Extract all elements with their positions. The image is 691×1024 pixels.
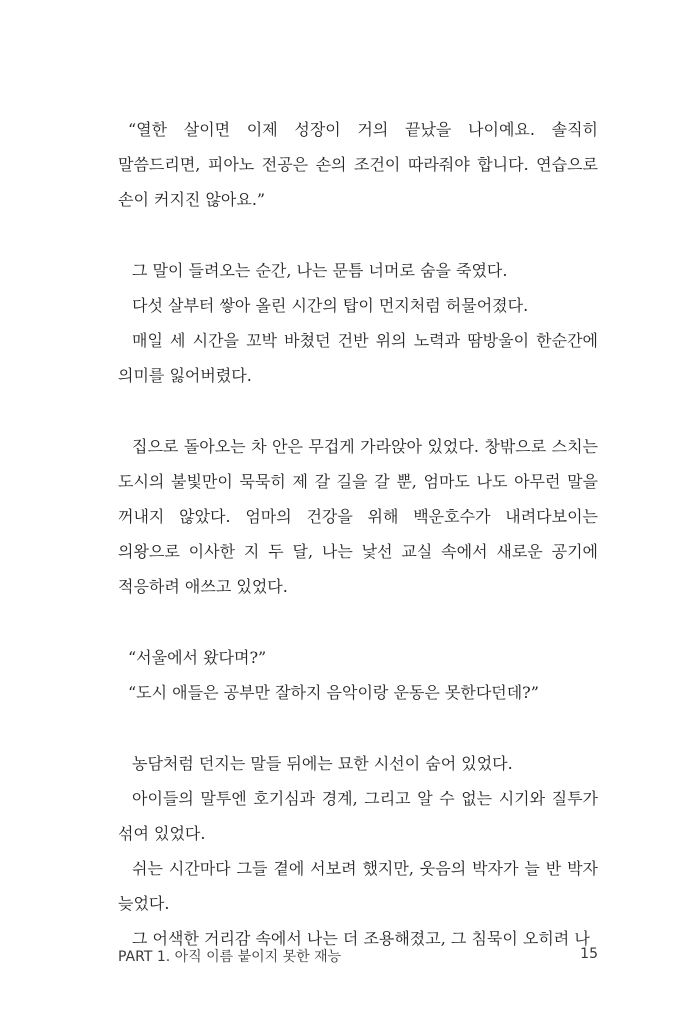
paragraph: 아이들의 말투엔 호기심과 경계, 그리고 알 수 없는 시기와 질투가 섞여 있었다. bbox=[118, 789, 598, 843]
paragraph: 농담처럼 던지는 말들 뒤에는 묘한 시선이 숨어 있었다. bbox=[132, 754, 513, 773]
paragraph-gap bbox=[118, 393, 598, 429]
paragraph: 매일 세 시간을 꼬박 바쳤던 건반 위의 노력과 땀방울이 한순간에 의미를 잃어버렸다. bbox=[118, 331, 598, 385]
running-title: PART 1. 아직 이름 붙이지 못한 재능 bbox=[118, 949, 342, 965]
paragraph: 그 어색한 거리감 속에서 나는 더 조용해졌고, 그 침묵이 오히려 나 bbox=[132, 929, 590, 948]
page-body bbox=[118, 112, 598, 956]
page-number: 15 bbox=[580, 946, 598, 962]
paragraph: 다섯 살부터 쌓아 올린 시간의 탑이 먼지처럼 허물어졌다. bbox=[132, 296, 529, 315]
paragraph-gap bbox=[118, 604, 598, 640]
paragraph: 그 말이 들려오는 순간, 나는 문틈 너머로 숨을 죽였다. bbox=[132, 261, 508, 280]
paragraph-gap bbox=[118, 217, 598, 253]
paragraph: “열한 살이면 이제 성장이 거의 끝났을 나이예요. 솔직히 말씀드리면, 피아노 전공은 손의 조건이 따라줘야 합니다. 연습으로 손이 커지진 않아요.” bbox=[118, 120, 598, 209]
dialogue-line: “도시 애들은 공부만 잘하지 음악이랑 운동은 못한다던데?” bbox=[128, 683, 539, 702]
dialogue-line: “서울에서 왔다며?” bbox=[128, 648, 267, 667]
paragraph: 쉬는 시간마다 그들 곁에 서보려 했지만, 웃음의 박자가 늘 반 박자 늦었다. bbox=[118, 859, 598, 913]
paragraph: 집으로 돌아오는 차 안은 무겁게 가라앉아 있었다. 창밖으로 스치는 도시의 불빛만이 묵묵히 제 갈 길을 갈 뿐, 엄마도 나도 아무런 말을 꺼내지 않았다. 엄마의 건강을 위해 백운호수가 내려다보이는 의왕으로 이사한 지 두 달, 나는 낯선 교실 속에서 새로운 공기에 적응하려 애쓰고 있었다. bbox=[118, 437, 598, 596]
paragraph-gap bbox=[118, 710, 598, 746]
page-footer bbox=[118, 946, 598, 966]
